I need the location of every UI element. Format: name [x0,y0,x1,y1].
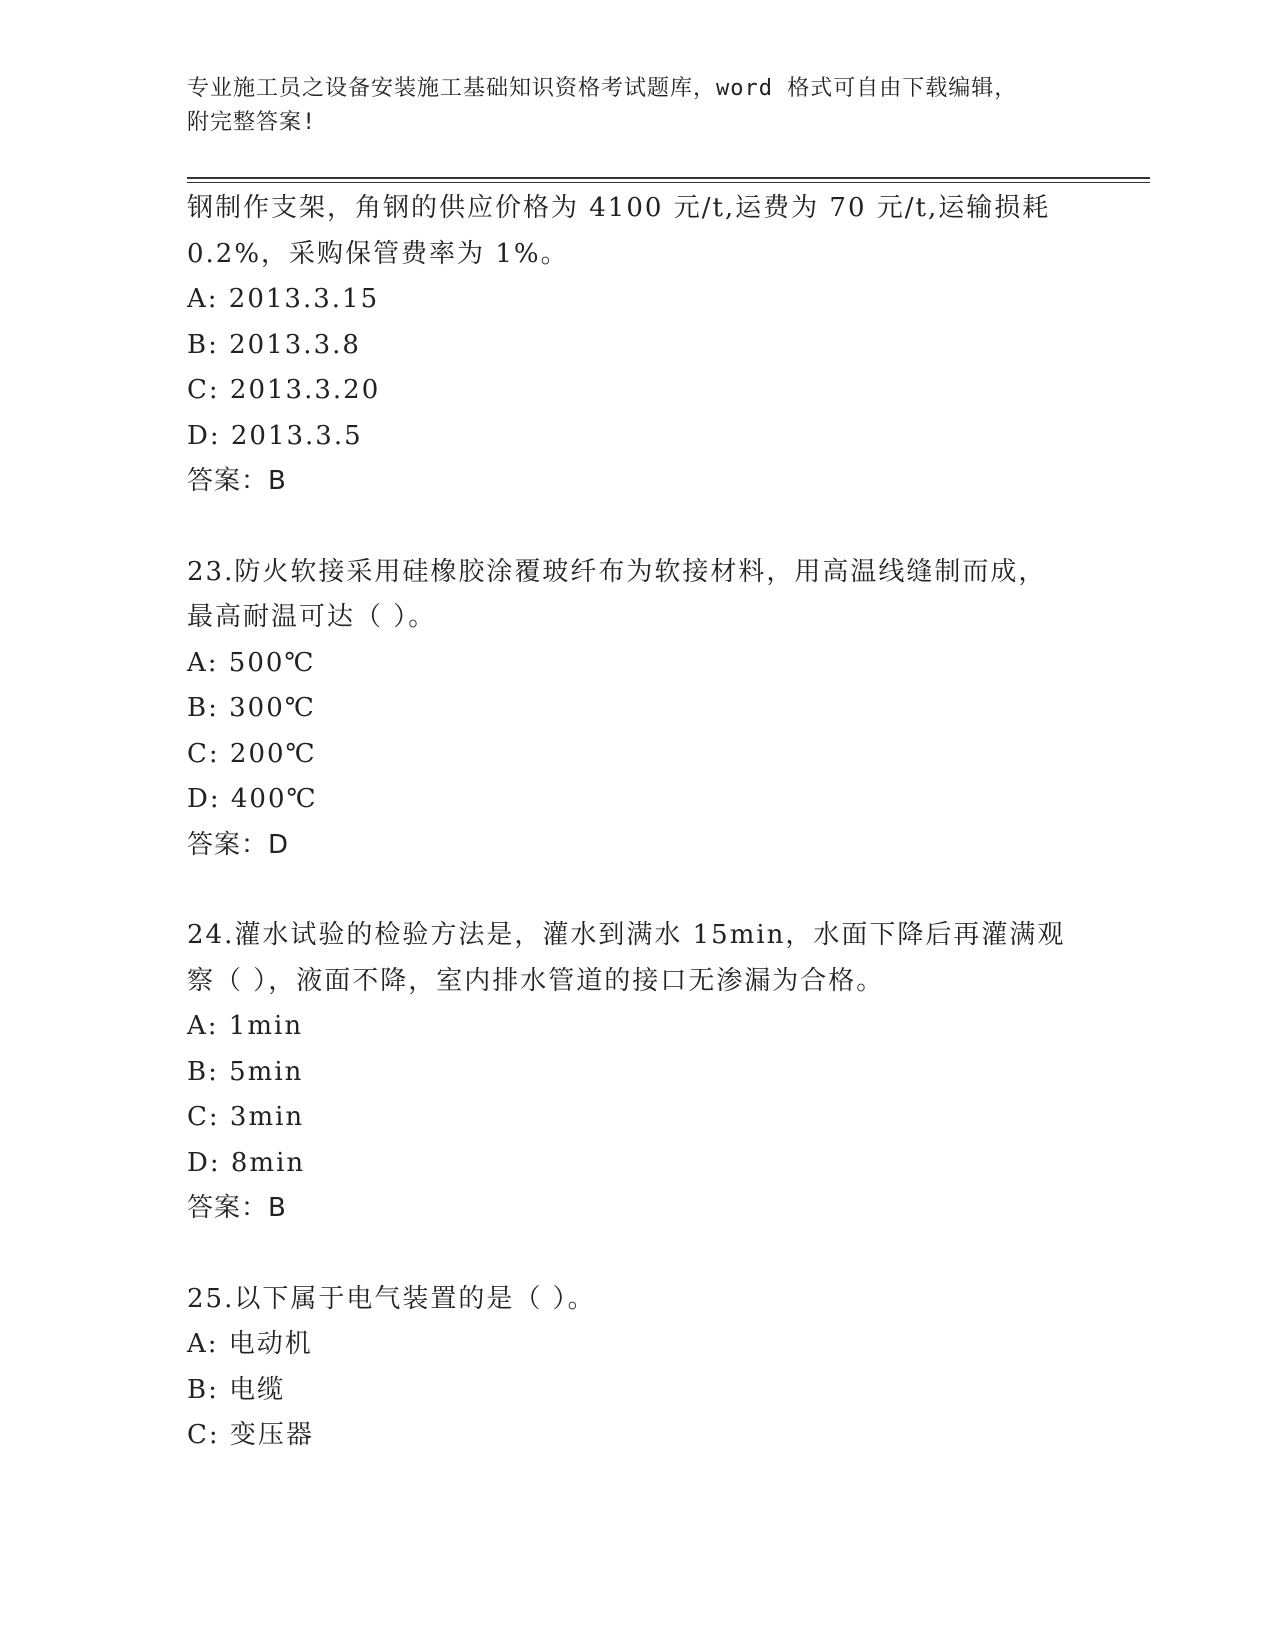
option-b: B: 5min [187,1056,304,1087]
question-text-line: 24.灌水试验的检验方法是，灌水到满水 15min，水面下降后再灌满观 [187,920,1066,950]
question-block [187,186,1087,505]
option-a: A: 1min [187,1011,304,1041]
answer-line: 答案：D [187,829,290,860]
option-d: D: 400℃ [187,784,318,814]
question-text-line: 察（ ），液面不降，室内排水管道的接口无渗漏为合格。 [187,965,885,996]
question-text-line: 最高耐温可达（ ）。 [187,602,437,632]
option-c: C: 2013.3.20 [187,375,381,405]
question-list [187,186,1087,1459]
question-text-line: 钢制作支架，角钢的供应价格为 4100 元/t,运费为 70 元/t,运输损耗 [187,193,1051,223]
header-line-1: 专业施工员之设备安装施工基础知识资格考试题库，word 格式可自由下载编辑， [187,76,1018,101]
answer-line: 答案：B [187,1193,287,1223]
header-line-2: 附完整答案! [187,110,317,135]
option-a: A: 2013.3.15 [187,284,380,314]
option-b: B: 300℃ [187,693,316,723]
question-block [187,913,1087,1232]
option-b: B: 2013.3.8 [187,329,361,360]
option-c: C: 3min [187,1102,305,1132]
document-header [187,72,1067,140]
question-text-line: 25.以下属于电气装置的是（ ）。 [187,1283,596,1314]
header-rule-thin [187,182,1150,183]
option-d: D: 8min [187,1147,306,1178]
option-d: D: 2013.3.5 [187,420,363,451]
question-text-line: 0.2%，采购保管费率为 1%。 [187,238,569,269]
question-block [187,550,1087,869]
option-b: B: 电缆 [187,1374,286,1405]
option-a: A: 500℃ [187,647,316,678]
header-rule-thick [187,177,1150,179]
option-a: A: 电动机 [187,1329,313,1359]
question-text-line: 23.防火软接采用硅橡胶涂覆玻纤布为软接材料，用高温线缝制而成， [187,556,1047,587]
answer-line: 答案：B [187,466,287,496]
option-c: C: 变压器 [187,1420,314,1450]
option-c: C: 200℃ [187,738,317,769]
question-block [187,1277,1087,1459]
